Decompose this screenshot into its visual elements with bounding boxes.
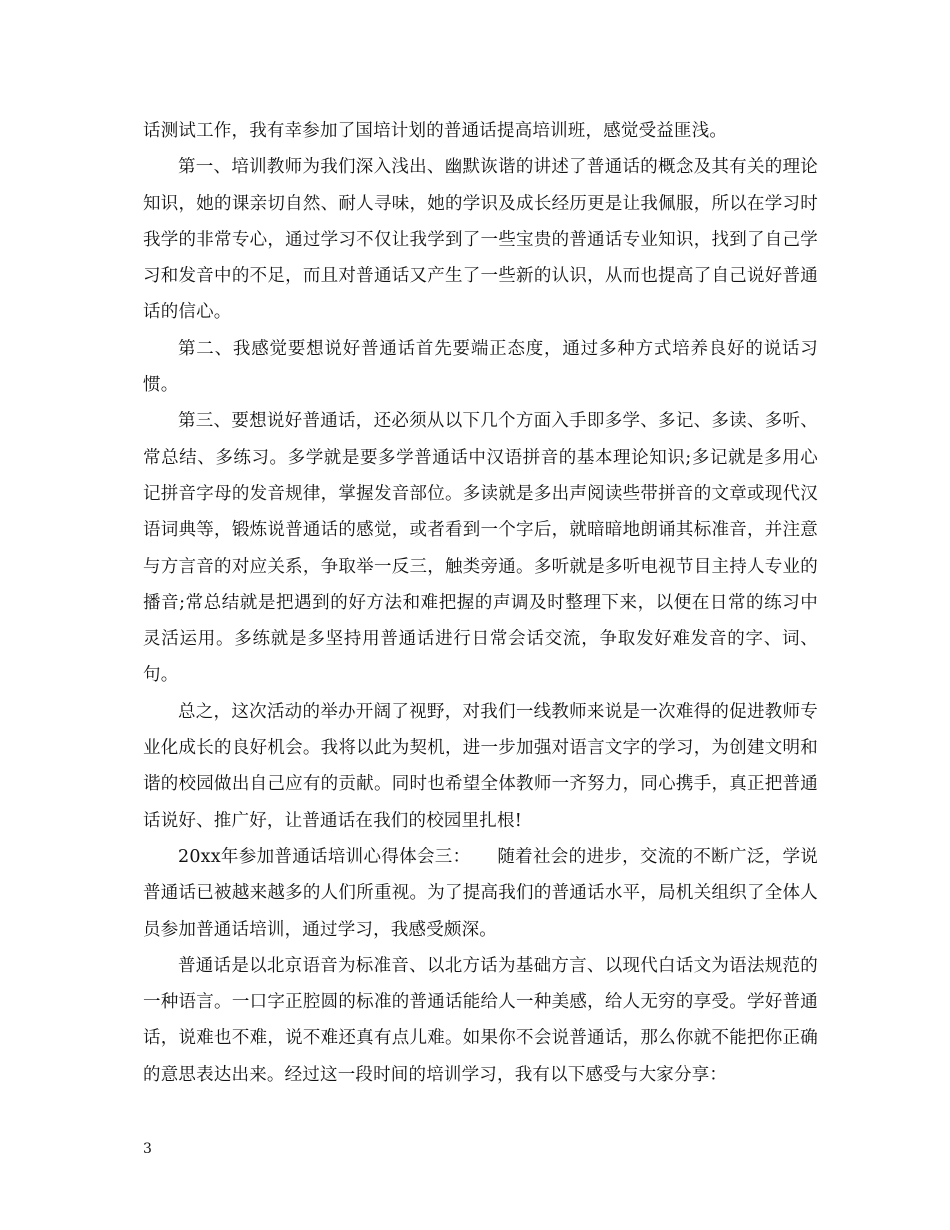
paragraph-6: 20xx年参加普通话培训心得体会三： 随着社会的进步，交流的不断广泛，学说普通话已被越来越多的人们所重视。为了提高我们的普通话水平，局机关组织了全体人员参加普通话培训，通过学习，我感受颇深。: [143, 846, 818, 940]
page-number: 3: [143, 1141, 152, 1157]
body-text: [143, 113, 818, 1093]
paragraph-1: 话测试工作，我有幸参加了国培计划的普通话提高培训班，感觉受益匪浅。: [143, 121, 728, 141]
paragraph-3: 第二、我感觉要想说好普通话首先要端正态度，通过多种方式培养良好的说话习惯。: [143, 338, 818, 396]
paragraph-5: 总之，这次活动的举办开阔了视野，对我们一线教师来说是一次难得的促进教师专业化成长的良好机会。我将以此为契机，进一步加强对语言文字的学习，为创建文明和谐的校园做出自己应有的贡献。同时也希望全体教师一齐努力，同心携手，真正把普通话说好、推广好，让普通话在我们的校园里扎根!: [143, 701, 818, 831]
paragraph-4: 第三、要想说好普通话，还必须从以下几个方面入手即多学、多记、多读、多听、常总结、多练习。多学就是要多学普通话中汉语拼音的基本理论知识;多记就是多用心记拼音字母的发音规律，掌握发音部位。多读就是多出声阅读些带拼音的文章或现代汉语词典等，锻炼说普通话的感觉，或者看到一个字后，就暗暗地朗诵其标准音，并注意与方言音的对应关系，争取举一反三，触类旁通。多听就是多听电视节目主持人专业的播音;常总结就是把遇到的好方法和难把握的声调及时整理下来，以便在日常的练习中灵活运用。多练就是多坚持用普通话进行日常会话交流，争取发好难发音的字、词、句。: [143, 411, 818, 686]
paragraph-7: 普通话是以北京语音为标准音、以北方话为基础方言、以现代白话文为语法规范的一种语言。一口字正腔圆的标准的普通话能给人一种美感，给人无穷的享受。学好普通话，说难也不难，说不难还真有点儿难。如果你不会说普通话，那么你就不能把你正确的意思表达出来。经过这一段时间的培训学习，我有以下感受与大家分享：: [143, 955, 818, 1085]
paragraph-2: 第一、培训教师为我们深入浅出、幽默诙谐的讲述了普通话的概念及其有关的理论知识，她的课亲切自然、耐人寻味，她的学识及成长经历更是让我佩服，所以在学习时我学的非常专心，通过学习不仅让我学到了一些宝贵的普通话专业知识，找到了自己学习和发音中的不足，而且对普通话又产生了一些新的认识，从而也提高了自己说好普通话的信心。: [143, 157, 818, 323]
